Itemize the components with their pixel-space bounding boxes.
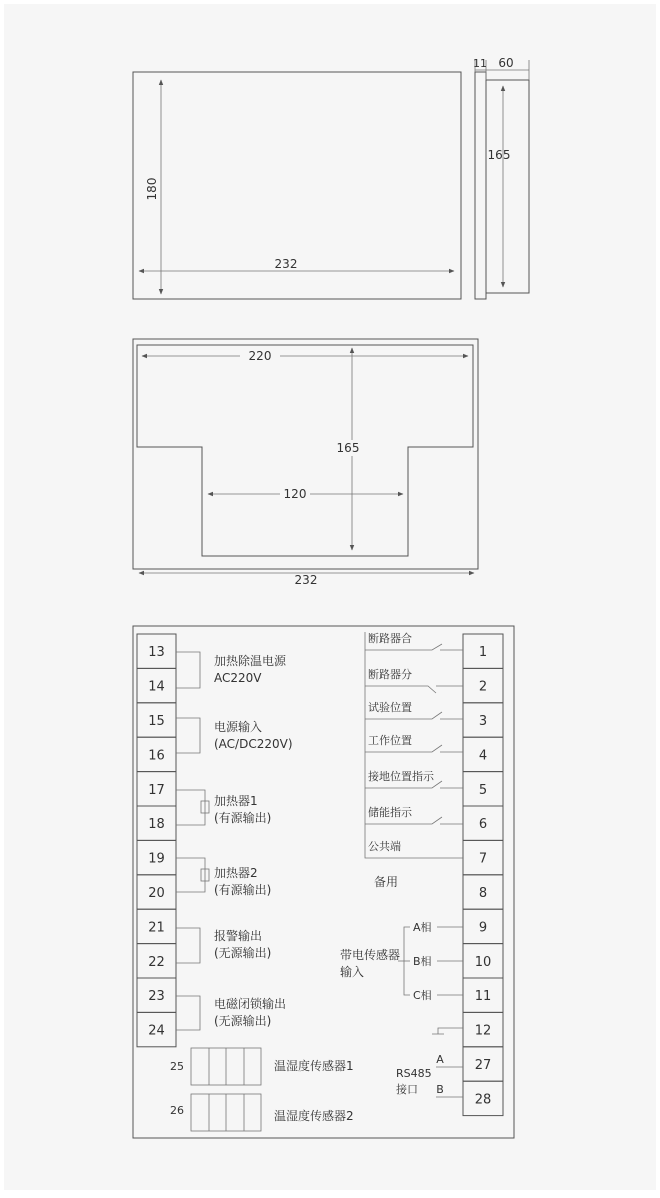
left-label-line1: 电磁闭锁输出 <box>214 997 287 1011</box>
humidity-sensor-number: 26 <box>170 1104 184 1117</box>
terminal-number: 23 <box>148 989 165 1005</box>
left-label-line2: (无源输出) <box>214 1014 272 1028</box>
terminal-number: 5 <box>478 782 488 798</box>
terminal-number: 20 <box>148 886 165 901</box>
overall-width-dimension-label: 232 <box>294 573 318 587</box>
left-label-line1: 电源输入 <box>214 720 263 734</box>
terminal-number: 2 <box>478 679 488 695</box>
terminal-number: 18 <box>148 817 165 833</box>
terminal-number: 21 <box>148 920 165 936</box>
terminal-number: 13 <box>148 645 165 661</box>
left-label-line2: (AC/DC220V) <box>214 737 293 751</box>
humidity-sensor-number: 25 <box>170 1060 184 1073</box>
side-height-dimension-label: 165 <box>487 148 511 162</box>
left-label-line2: (无源输出) <box>214 946 272 960</box>
phase-b-label: B相 <box>413 955 432 968</box>
left-label-line2: (有源输出) <box>214 811 272 825</box>
rs485-label-line1: RS485 <box>396 1067 432 1080</box>
right-label: 公共端 <box>368 840 401 853</box>
terminal-number: 16 <box>148 748 165 764</box>
terminal-number: 22 <box>148 954 165 970</box>
terminal-number: 4 <box>478 748 488 764</box>
width-dimension-label: 232 <box>274 257 298 271</box>
terminal-number: 3 <box>478 714 488 729</box>
terminal-number: 19 <box>148 851 165 867</box>
sensor-label-line1: 带电传感器 <box>340 948 401 962</box>
left-label-line2: (有源输出) <box>214 883 272 897</box>
terminal-number: 24 <box>148 1023 165 1039</box>
thickness-dimension-label: 11 <box>473 57 487 70</box>
right-label: 储能指示 <box>368 806 412 819</box>
top-width-dimension-label: 220 <box>248 349 272 363</box>
left-label-line2: AC220V <box>214 671 262 685</box>
left-label-line1: 报警输出 <box>214 929 263 943</box>
terminal-number: 12 <box>474 1023 492 1039</box>
height-dimension-label: 180 <box>145 177 159 201</box>
terminal-number: 11 <box>474 989 492 1005</box>
humidity-sensor-label: 温湿度传感器1 <box>274 1059 354 1073</box>
right-label: 断路器合 <box>368 632 412 645</box>
terminal-number: 17 <box>148 782 165 798</box>
right-label: 断路器分 <box>368 668 412 681</box>
terminal-number: 1 <box>478 645 488 661</box>
rs485-b-label: B <box>436 1083 444 1096</box>
phase-c-label: C相 <box>413 989 432 1002</box>
right-label: 接地位置指示 <box>368 770 434 783</box>
sheet-background <box>4 4 656 1190</box>
terminal-number: 27 <box>474 1058 492 1073</box>
terminal-number: 15 <box>148 714 165 729</box>
cutout-height-dimension-label: 165 <box>336 441 360 455</box>
terminal-number: 28 <box>474 1092 492 1108</box>
left-label-line1: 加热器1 <box>214 794 258 808</box>
rs485-a-label: A <box>436 1053 444 1066</box>
right-label: 试验位置 <box>368 701 412 714</box>
bottom-width-dimension-label: 120 <box>283 487 307 501</box>
terminal-number: 10 <box>474 954 492 970</box>
rs485-label-line2: 接口 <box>396 1083 418 1096</box>
sensor-label-line2: 输入 <box>340 965 365 979</box>
left-label-line1: 加热器2 <box>214 866 258 880</box>
terminal-number: 6 <box>478 817 488 833</box>
humidity-sensor-label: 温湿度传感器2 <box>274 1109 354 1123</box>
right-label: 工作位置 <box>368 734 412 747</box>
left-label-line1: 加热除温电源 <box>214 654 287 668</box>
depth-dimension-label: 60 <box>498 56 514 70</box>
terminal-number: 14 <box>148 679 165 695</box>
terminal-number: 7 <box>478 851 488 867</box>
phase-a-label: A相 <box>413 921 432 934</box>
spare-label: 备用 <box>374 875 399 889</box>
terminal-number: 9 <box>478 920 488 936</box>
terminal-number: 8 <box>478 886 488 901</box>
